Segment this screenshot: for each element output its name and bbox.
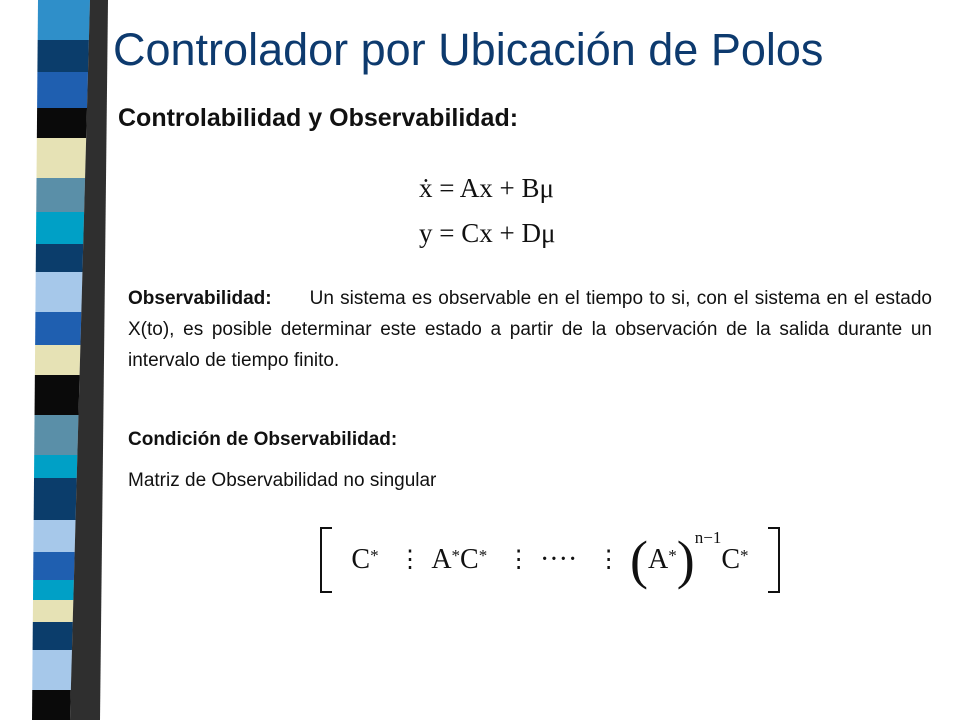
state-equation-lhs: ẋ [419, 173, 433, 203]
matrix-entry-c2-sup: * [478, 546, 488, 565]
output-equation-rhs: = Cx + Dμ [439, 218, 556, 248]
observability-matrix [320, 527, 780, 593]
condition-heading: Condición de Observabilidad: [128, 429, 398, 450]
stripe-block [33, 580, 74, 600]
output-equation-lhs: y [419, 218, 433, 248]
matrix-last-tail-sup: * [740, 546, 749, 565]
stripe-block [38, 0, 90, 15]
condition-text: Matriz de Observabilidad no singular [128, 470, 437, 491]
state-equation-rhs: = Ax + Bμ [439, 173, 554, 203]
stripe-block [32, 690, 71, 720]
matrix-entry-a-sup: * [451, 546, 461, 565]
stripe-block [33, 520, 75, 552]
matrix-entry-last [630, 528, 749, 590]
matrix-separator-2: ⋮ [506, 547, 531, 573]
stripe-block [36, 212, 84, 244]
matrix-last-tail: C [721, 544, 741, 575]
stripe-block [33, 622, 73, 650]
stripe-block [35, 312, 81, 345]
stripe-block [36, 244, 83, 272]
stripe-block [37, 138, 87, 178]
matrix-exponent: n−1 [694, 528, 722, 547]
matrix-right-bracket [768, 527, 780, 593]
stripe-block [33, 600, 74, 622]
matrix-entry-c2-base: C [460, 544, 479, 575]
matrix-last-base: A [648, 544, 669, 575]
slide-subtitle: Controlabilidad y Observabilidad: [118, 104, 519, 132]
stripe-block [35, 272, 82, 312]
stripe-block [34, 478, 77, 520]
stripe-block [34, 415, 78, 455]
matrix-entry-c-base: C [351, 544, 371, 575]
matrix-left-bracket [320, 527, 332, 593]
slide-title: Controlador por Ubicación de Polos [113, 24, 824, 75]
matrix-entry-a-base: A [431, 544, 452, 575]
stripe-block [37, 72, 88, 108]
stripe-block [35, 345, 81, 375]
stripe-block [33, 552, 74, 580]
stripe-block [34, 455, 77, 478]
matrix-close-paren: ) [676, 530, 695, 590]
matrix-last-base-sup: * [668, 546, 677, 565]
decorative-side-stripe [0, 0, 110, 720]
matrix-entry-c-sup: * [370, 546, 379, 565]
definition-term: Observabilidad: [128, 288, 272, 309]
matrix-entry-ac [431, 544, 487, 576]
matrix-separator-1: ⋮ [397, 547, 422, 573]
stripe-block [35, 375, 80, 415]
matrix-open-paren: ( [630, 530, 649, 590]
matrix-ellipsis: ···· [539, 544, 578, 575]
matrix-separator-3: ⋮ [596, 547, 621, 573]
stripe-block [36, 178, 85, 212]
observability-definition [128, 283, 932, 376]
stripe-block [32, 650, 72, 690]
stripe-block [38, 15, 90, 40]
output-equation [419, 217, 555, 249]
definition-text: Un sistema es observable en el tiempo to si, con el sistema en el estado X(to), es posible determinar este estado a partir de la observación de la salida durante un intervalo de tiempo finito. [128, 288, 932, 371]
state-equation [419, 172, 554, 204]
stripe-block [37, 108, 87, 138]
matrix-entry-c [351, 544, 378, 576]
stripe-block [37, 40, 88, 72]
